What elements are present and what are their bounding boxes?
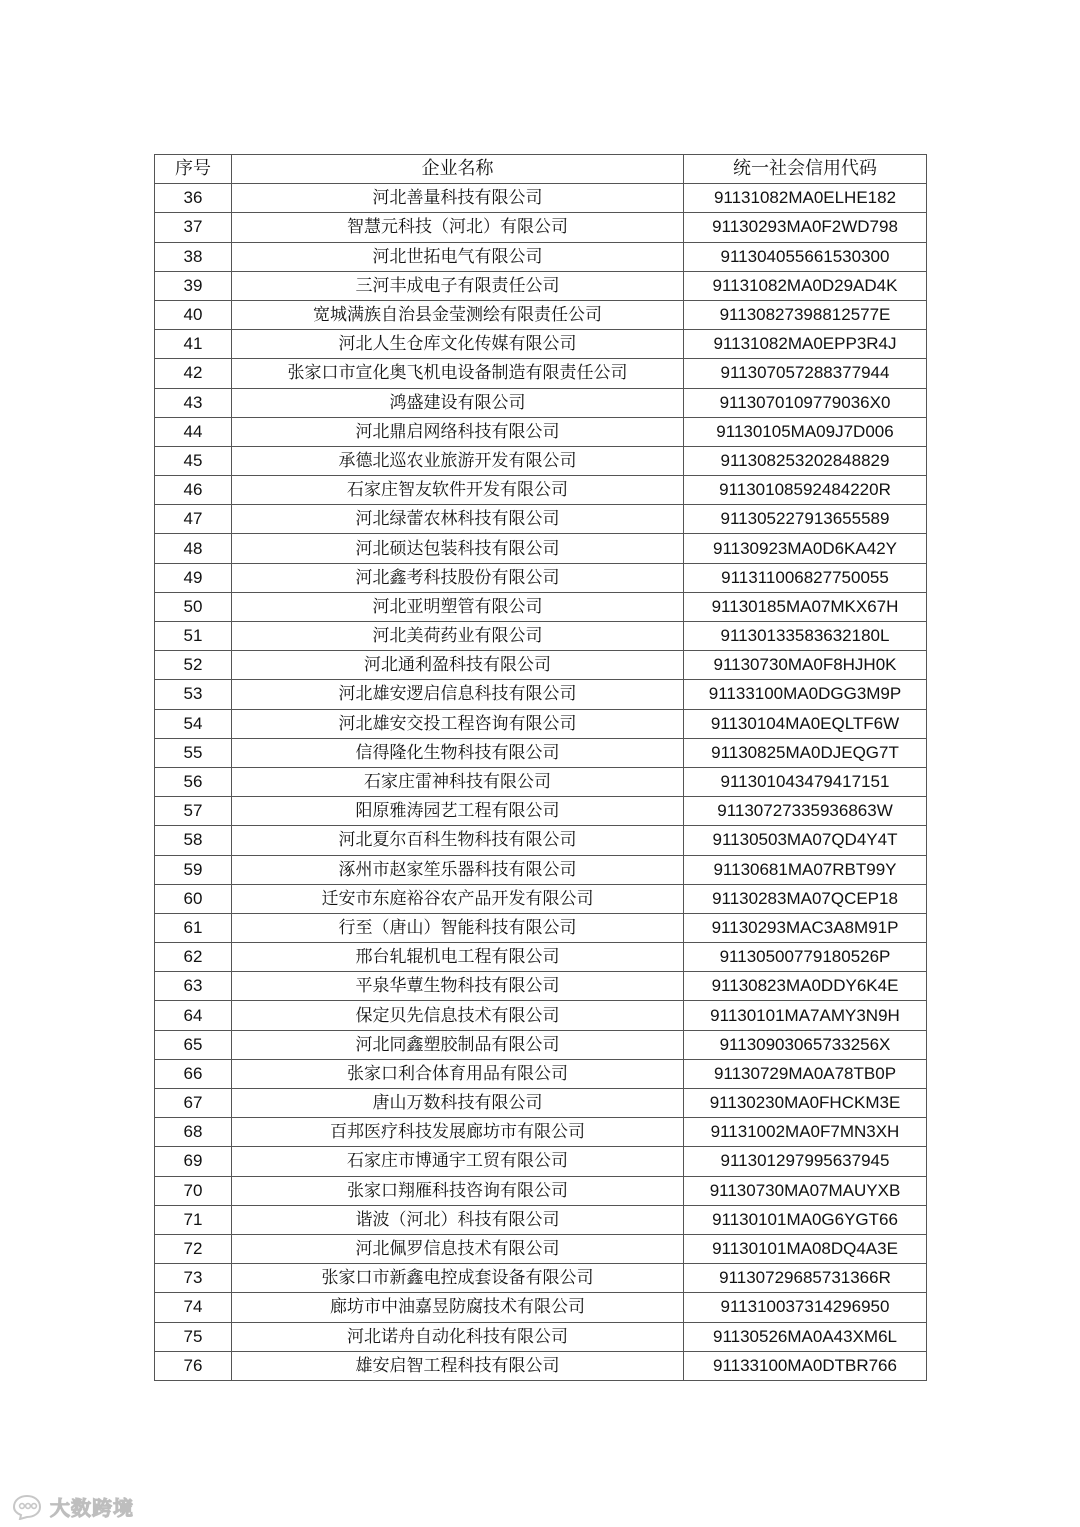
serial-number-cell: 45: [155, 446, 232, 475]
company-name-cell: 石家庄市博通宇工贸有限公司: [232, 1147, 684, 1176]
company-name-cell: 河北硕达包装科技有限公司: [232, 534, 684, 563]
credit-code-cell: 91130681MA07RBT99Y: [684, 855, 927, 884]
table-row: [155, 271, 927, 300]
watermark: [10, 1492, 134, 1521]
credit-code-cell: 91131082MA0EPP3R4J: [684, 330, 927, 359]
serial-number-cell: 37: [155, 213, 232, 242]
table-row: [155, 1205, 927, 1234]
serial-number-cell: 76: [155, 1351, 232, 1380]
table-row: [155, 651, 927, 680]
company-name-cell: 三河丰成电子有限责任公司: [232, 271, 684, 300]
company-name-cell: 涿州市赵家笙乐器科技有限公司: [232, 855, 684, 884]
credit-code-cell: 91133100MA0DGG3M9P: [684, 680, 927, 709]
table-row: [155, 1089, 927, 1118]
credit-code-cell: 911310037314296950: [684, 1293, 927, 1322]
table-row: [155, 184, 927, 213]
credit-code-cell: 911301043479417151: [684, 767, 927, 796]
company-name-cell: 唐山万数科技有限公司: [232, 1089, 684, 1118]
credit-code-cell: 91130101MA7AMY3N9H: [684, 1001, 927, 1030]
serial-number-cell: 55: [155, 738, 232, 767]
table-row: [155, 1234, 927, 1263]
table-row: [155, 943, 927, 972]
table-row: [155, 1322, 927, 1351]
company-name-cell: 雄安启智工程科技有限公司: [232, 1351, 684, 1380]
company-name-cell: 河北同鑫塑胶制品有限公司: [232, 1030, 684, 1059]
serial-number-cell: 69: [155, 1147, 232, 1176]
company-name-cell: 阳原雅涛园艺工程有限公司: [232, 797, 684, 826]
serial-number-cell: 54: [155, 709, 232, 738]
credit-code-cell: 911304055661530300: [684, 242, 927, 271]
company-name-cell: 石家庄智友软件开发有限公司: [232, 476, 684, 505]
serial-number-cell: 65: [155, 1030, 232, 1059]
company-name-cell: 河北绿蕾农林科技有限公司: [232, 505, 684, 534]
credit-code-cell: 911308253202848829: [684, 446, 927, 475]
serial-number-cell: 38: [155, 242, 232, 271]
serial-number-cell: 50: [155, 592, 232, 621]
table-row: [155, 1001, 927, 1030]
company-name-cell: 张家口市新鑫电控成套设备有限公司: [232, 1264, 684, 1293]
table-row: [155, 1351, 927, 1380]
credit-code-cell: 91131082MA0D29AD4K: [684, 271, 927, 300]
credit-code-cell: 91130108592484220R: [684, 476, 927, 505]
serial-number-cell: 40: [155, 300, 232, 329]
header-serial: 序号: [155, 155, 232, 184]
table-row: [155, 300, 927, 329]
company-name-cell: 迁安市东庭裕谷农产品开发有限公司: [232, 884, 684, 913]
company-name-cell: 石家庄雷神科技有限公司: [232, 767, 684, 796]
header-credit-code: 统一社会信用代码: [684, 155, 927, 184]
credit-code-cell: 91130825MA0DJEQG7T: [684, 738, 927, 767]
company-name-cell: 河北善量科技有限公司: [232, 184, 684, 213]
credit-code-cell: 91130526MA0A43XM6L: [684, 1322, 927, 1351]
company-name-cell: 河北雄安交投工程咨询有限公司: [232, 709, 684, 738]
credit-code-cell: 911307057288377944: [684, 359, 927, 388]
serial-number-cell: 70: [155, 1176, 232, 1205]
credit-code-cell: 91130727335936863W: [684, 797, 927, 826]
serial-number-cell: 47: [155, 505, 232, 534]
serial-number-cell: 66: [155, 1059, 232, 1088]
serial-number-cell: 42: [155, 359, 232, 388]
table-row: [155, 622, 927, 651]
table-row: [155, 884, 927, 913]
credit-code-cell: 91130729MA0A78TB0P: [684, 1059, 927, 1088]
serial-number-cell: 71: [155, 1205, 232, 1234]
serial-number-cell: 48: [155, 534, 232, 563]
table-row: [155, 767, 927, 796]
table-row: [155, 242, 927, 271]
table-row: [155, 1264, 927, 1293]
credit-code-cell: 91130293MAC3A8M91P: [684, 913, 927, 942]
credit-code-cell: 911301297995637945: [684, 1147, 927, 1176]
table-row: [155, 505, 927, 534]
credit-code-cell: 91130827398812577E: [684, 300, 927, 329]
company-name-cell: 河北通利盈科技有限公司: [232, 651, 684, 680]
table-row: [155, 913, 927, 942]
credit-code-cell: 91130104MA0EQLTF6W: [684, 709, 927, 738]
credit-code-cell: 91130730MA0F8HJH0K: [684, 651, 927, 680]
company-name-cell: 河北世拓电气有限公司: [232, 242, 684, 271]
serial-number-cell: 56: [155, 767, 232, 796]
company-name-cell: 鸿盛建设有限公司: [232, 388, 684, 417]
table-row: [155, 1293, 927, 1322]
company-name-cell: 承德北巡农业旅游开发有限公司: [232, 446, 684, 475]
serial-number-cell: 68: [155, 1118, 232, 1147]
company-name-cell: 平泉华蕈生物科技有限公司: [232, 972, 684, 1001]
serial-number-cell: 67: [155, 1089, 232, 1118]
table-row: [155, 972, 927, 1001]
serial-number-cell: 44: [155, 417, 232, 446]
table-row: [155, 476, 927, 505]
company-name-cell: 百邦医疗科技发展廊坊市有限公司: [232, 1118, 684, 1147]
table-row: [155, 1030, 927, 1059]
table-body: [155, 184, 927, 1381]
company-table: [154, 154, 927, 1381]
serial-number-cell: 64: [155, 1001, 232, 1030]
company-name-cell: 河北美荷药业有限公司: [232, 622, 684, 651]
table-row: [155, 1118, 927, 1147]
serial-number-cell: 39: [155, 271, 232, 300]
credit-code-cell: 91130105MA09J7D006: [684, 417, 927, 446]
credit-code-cell: 91130503MA07QD4Y4T: [684, 826, 927, 855]
table-row: [155, 855, 927, 884]
company-name-cell: 保定贝先信息技术有限公司: [232, 1001, 684, 1030]
company-name-cell: 张家口翔雁科技咨询有限公司: [232, 1176, 684, 1205]
table-row: [155, 797, 927, 826]
credit-code-cell: 91130729685731366R: [684, 1264, 927, 1293]
credit-code-cell: 91130101MA08DQ4A3E: [684, 1234, 927, 1263]
serial-number-cell: 75: [155, 1322, 232, 1351]
table-row: [155, 1059, 927, 1088]
credit-code-cell: 91131002MA0F7MN3XH: [684, 1118, 927, 1147]
company-name-cell: 张家口利合体育用品有限公司: [232, 1059, 684, 1088]
chat-bubble-logo-icon: [10, 1494, 44, 1520]
company-name-cell: 河北人生仓库文化传媒有限公司: [232, 330, 684, 359]
serial-number-cell: 52: [155, 651, 232, 680]
company-name-cell: 河北佩罗信息技术有限公司: [232, 1234, 684, 1263]
credit-code-cell: 91130101MA0G6YGT66: [684, 1205, 927, 1234]
serial-number-cell: 57: [155, 797, 232, 826]
header-company-name: 企业名称: [232, 155, 684, 184]
company-name-cell: 河北亚明塑管有限公司: [232, 592, 684, 621]
table-row: [155, 826, 927, 855]
table-row: [155, 563, 927, 592]
company-name-cell: 张家口市宣化奥飞机电设备制造有限责任公司: [232, 359, 684, 388]
credit-code-cell: 91130730MA07MAUYXB: [684, 1176, 927, 1205]
table-row: [155, 709, 927, 738]
company-name-cell: 廊坊市中油嘉昱防腐技术有限公司: [232, 1293, 684, 1322]
credit-code-cell: 91130230MA0FHCKM3E: [684, 1089, 927, 1118]
company-name-cell: 行至（唐山）智能科技有限公司: [232, 913, 684, 942]
company-name-cell: 宽城满族自治县金莹测绘有限责任公司: [232, 300, 684, 329]
table-row: [155, 738, 927, 767]
credit-code-cell: 9113070109779036X0: [684, 388, 927, 417]
company-name-cell: 河北雄安逻启信息科技有限公司: [232, 680, 684, 709]
header-row: [155, 155, 927, 184]
serial-number-cell: 72: [155, 1234, 232, 1263]
serial-number-cell: 49: [155, 563, 232, 592]
serial-number-cell: 74: [155, 1293, 232, 1322]
credit-code-cell: 91130185MA07MKX67H: [684, 592, 927, 621]
table-row: [155, 446, 927, 475]
company-name-cell: 河北鑫考科技股份有限公司: [232, 563, 684, 592]
credit-code-cell: 91130283MA07QCEP18: [684, 884, 927, 913]
credit-code-cell: 91130923MA0D6KA42Y: [684, 534, 927, 563]
credit-code-cell: 91130293MA0F2WD798: [684, 213, 927, 242]
table-row: [155, 592, 927, 621]
serial-number-cell: 63: [155, 972, 232, 1001]
serial-number-cell: 73: [155, 1264, 232, 1293]
serial-number-cell: 53: [155, 680, 232, 709]
company-name-cell: 河北鼎启网络科技有限公司: [232, 417, 684, 446]
table-row: [155, 1176, 927, 1205]
credit-code-cell: 91130823MA0DDY6K4E: [684, 972, 927, 1001]
serial-number-cell: 41: [155, 330, 232, 359]
serial-number-cell: 51: [155, 622, 232, 651]
company-name-cell: 河北夏尔百科生物科技有限公司: [232, 826, 684, 855]
company-name-cell: 智慧元科技（河北）有限公司: [232, 213, 684, 242]
serial-number-cell: 46: [155, 476, 232, 505]
table-row: [155, 359, 927, 388]
credit-code-cell: 911305227913655589: [684, 505, 927, 534]
company-name-cell: 邢台轧辊机电工程有限公司: [232, 943, 684, 972]
company-name-cell: 信得隆化生物科技有限公司: [232, 738, 684, 767]
credit-code-cell: 91130903065733256X: [684, 1030, 927, 1059]
serial-number-cell: 61: [155, 913, 232, 942]
company-name-cell: 河北诺舟自动化科技有限公司: [232, 1322, 684, 1351]
serial-number-cell: 60: [155, 884, 232, 913]
credit-code-cell: 91130500779180526P: [684, 943, 927, 972]
credit-code-cell: 91131082MA0ELHE182: [684, 184, 927, 213]
table-row: [155, 680, 927, 709]
company-name-cell: 谐波（河北）科技有限公司: [232, 1205, 684, 1234]
serial-number-cell: 43: [155, 388, 232, 417]
serial-number-cell: 36: [155, 184, 232, 213]
table-row: [155, 213, 927, 242]
credit-code-cell: 911311006827750055: [684, 563, 927, 592]
table-row: [155, 417, 927, 446]
table-header: [155, 155, 927, 184]
table-row: [155, 1147, 927, 1176]
table-row: [155, 534, 927, 563]
table-row: [155, 388, 927, 417]
serial-number-cell: 59: [155, 855, 232, 884]
watermark-text: 大数跨境: [50, 1496, 134, 1520]
serial-number-cell: 58: [155, 826, 232, 855]
table-row: [155, 330, 927, 359]
credit-code-cell: 91133100MA0DTBR766: [684, 1351, 927, 1380]
credit-code-cell: 91130133583632180L: [684, 622, 927, 651]
serial-number-cell: 62: [155, 943, 232, 972]
